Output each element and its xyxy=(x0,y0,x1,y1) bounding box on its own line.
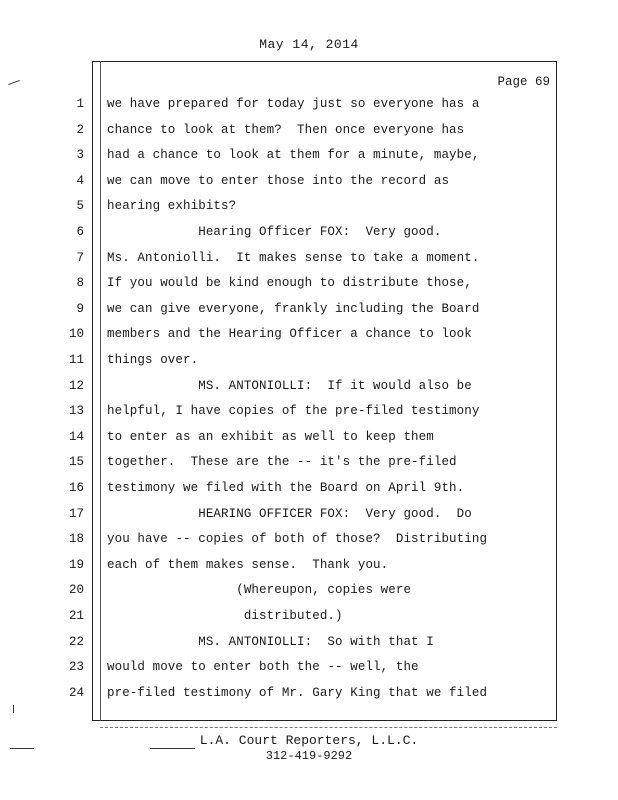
line-number: 11 xyxy=(68,353,84,367)
transcript-line xyxy=(0,455,618,481)
transcript-line xyxy=(0,379,618,405)
transcript-line xyxy=(0,532,618,558)
transcript-line xyxy=(0,481,618,507)
line-number: 6 xyxy=(76,225,84,239)
line-number: 1 xyxy=(76,97,84,111)
transcript-line xyxy=(0,123,618,149)
transcript-line xyxy=(0,251,618,277)
line-text: HEARING OFFICER FOX: Very good. Do xyxy=(107,506,472,521)
line-text: testimony we filed with the Board on April 9th. xyxy=(107,481,465,495)
transcript-line xyxy=(0,276,618,302)
transcript-line xyxy=(0,353,618,379)
line-number: 12 xyxy=(68,378,84,393)
line-text: we have prepared for today just so everyone has a xyxy=(107,97,480,111)
line-number: 8 xyxy=(76,276,84,291)
transcript-line xyxy=(0,97,618,123)
transcript-line xyxy=(0,302,618,328)
line-number: 10 xyxy=(68,327,84,342)
line-number: 3 xyxy=(76,148,84,163)
line-text: Ms. Antoniolli. It makes sense to take a moment. xyxy=(107,250,480,265)
transcript-date: May 14, 2014 xyxy=(259,37,359,52)
line-number: 5 xyxy=(76,199,84,214)
line-text: Hearing Officer FOX: Very good. xyxy=(107,225,442,239)
transcript-line xyxy=(0,430,618,456)
line-text: distributed.) xyxy=(107,609,343,623)
line-number: 23 xyxy=(68,660,84,675)
line-text: each of them makes sense. Thank you. xyxy=(107,557,389,572)
line-text: hearing exhibits? xyxy=(107,199,237,214)
transcript-line xyxy=(0,660,618,686)
line-number: 16 xyxy=(68,481,84,495)
line-text: helpful, I have copies of the pre-filed testimony xyxy=(107,404,480,419)
transcript-line xyxy=(0,635,618,661)
line-number: 18 xyxy=(68,532,84,547)
scan-mark xyxy=(8,80,20,85)
footer-phone: 312-419-9292 xyxy=(265,749,353,763)
line-number: 14 xyxy=(68,429,84,444)
line-number: 15 xyxy=(68,455,84,470)
line-number: 4 xyxy=(76,173,84,188)
transcript-line xyxy=(0,225,618,251)
line-text: things over. xyxy=(107,353,199,367)
line-text: we can move to enter those into the record as xyxy=(107,173,450,188)
line-number: 19 xyxy=(68,557,84,572)
transcript-line xyxy=(0,404,618,430)
line-text: we can give everyone, frankly including the Board xyxy=(107,301,480,316)
transcript-line xyxy=(0,327,618,353)
line-text: If you would be kind enough to distribute those, xyxy=(107,276,472,291)
line-number: 22 xyxy=(68,634,84,649)
scan-mark xyxy=(13,705,14,713)
line-text: to enter as an exhibit as well to keep them xyxy=(107,429,434,444)
line-number: 2 xyxy=(76,122,84,137)
transcript-line xyxy=(0,507,618,533)
line-text: you have -- copies of both of those? Distributing xyxy=(107,532,488,547)
line-number: 13 xyxy=(68,404,84,419)
bottom-dashed-rule xyxy=(100,727,557,728)
line-number: 9 xyxy=(76,301,84,316)
transcript-line xyxy=(0,609,618,635)
line-text: would move to enter both the -- well, the xyxy=(107,660,419,675)
page-number: Page 69 xyxy=(497,75,550,89)
line-text: chance to look at them? Then once everyone has xyxy=(107,122,465,137)
line-text: MS. ANTONIOLLI: So with that I xyxy=(107,634,434,649)
transcript-line xyxy=(0,148,618,174)
line-number: 24 xyxy=(68,685,84,700)
transcript-line xyxy=(0,686,618,712)
line-text: (Whereupon, copies were xyxy=(107,583,412,598)
transcript-line xyxy=(0,558,618,584)
transcript-line xyxy=(0,199,618,225)
line-number: 17 xyxy=(68,506,84,521)
footer-company: L.A. Court Reporters, L.L.C. xyxy=(199,733,419,748)
line-number: 7 xyxy=(76,250,84,265)
line-text: had a chance to look at them for a minute, maybe, xyxy=(107,148,480,163)
transcript-line xyxy=(0,583,618,609)
line-text: members and the Hearing Officer a chance to look xyxy=(107,327,472,342)
transcript-line xyxy=(0,174,618,200)
line-number: 20 xyxy=(68,583,84,598)
line-text: together. These are the -- it's the pre-filed xyxy=(107,455,457,470)
line-text: MS. ANTONIOLLI: If it would also be xyxy=(107,378,472,393)
line-text: pre-filed testimony of Mr. Gary King that we filed xyxy=(107,685,488,700)
line-number: 21 xyxy=(68,609,84,623)
